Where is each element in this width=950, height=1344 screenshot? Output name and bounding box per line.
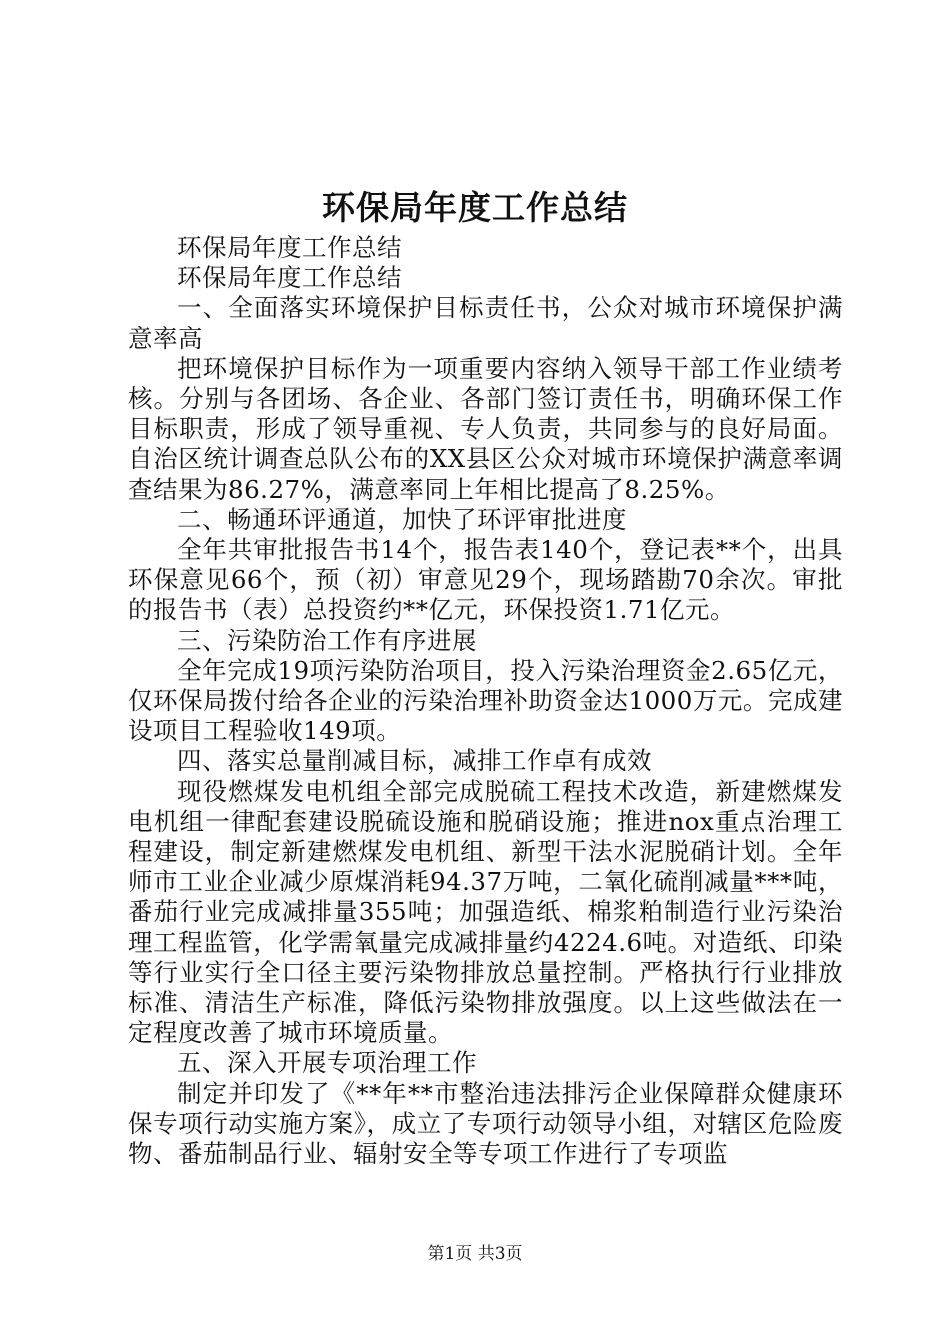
paragraph-subtitle-1: 环保局年度工作总结	[177, 233, 402, 262]
section-heading-1: 一、全面落实环境保护目标责任书，公众对城市环境保护满意率高	[128, 293, 843, 353]
section-heading-2: 二、畅通环评通道，加快了环评审批进度	[177, 504, 627, 534]
document-body	[128, 233, 843, 1169]
paragraph-subtitle-2: 环保局年度工作总结	[177, 263, 402, 293]
paragraph-section-2: 全年共审批报告书14个，报告表140个，登记表**个，出具环保意见66个，预（初）审意见29个，现场踏勘70余次。审批的报告书（表）总投资约**亿元，环保投资1.71亿元。	[128, 535, 843, 625]
section-heading-3: 三、污染防治工作有序进展	[177, 625, 477, 655]
document-title: 环保局年度工作总结	[322, 188, 628, 227]
page-number-footer: 第1页 共3页	[427, 1244, 523, 1264]
paragraph-section-4: 现役燃煤发电机组全部完成脱硫工程技术改造，新建燃煤发电机组一律配套建设脱硫设施和脱硝设施；推进nox重点治理工程建设，制定新建燃煤发电机组、新型干法水泥脱硝计划。全年师市工业企业减少原煤消耗94.37万吨，二氧化硫削减量***吨，番茄行业完成减排量355吨；加强造纸、棉浆粕制造行业污染治理工程监管，化学需氧量完成减排量约4224.6吨。对造纸、印染等行业实行全口径主要污染物排放总量控制。严格执行行业排放标准、清洁生产标准，降低污染物排放强度。以上这些做法在一定程度改善了城市环境质量。	[128, 776, 843, 1048]
paragraph-section-3: 全年完成19项污染防治项目，投入污染治理资金2.65亿元，仅环保局拨付给各企业的污染治理补助资金达1000万元。完成建设项目工程验收149项。	[128, 655, 843, 746]
paragraph-section-5: 制定并印发了《**年**市整治违法排污企业保障群众健康环保专项行动实施方案》，成立了专项行动领导小组，对辖区危险废物、番茄制品行业、辐射安全等专项工作进行了专项监	[128, 1078, 843, 1169]
paragraph-section-1: 把环境保护目标作为一项重要内容纳入领导干部工作业绩考核。分别与各团场、各企业、各部门签订责任书，明确环保工作目标职责，形成了领导重视、专人负责，共同参与的良好局面。自治区统计调查总队公布的XX县区公众对城市环境保护满意率调查结果为86.27%，满意率同上年相比提高了8.25%。	[128, 353, 843, 504]
section-heading-5: 五、深入开展专项治理工作	[177, 1048, 477, 1078]
section-heading-4: 四、落实总量削减目标，减排工作卓有成效	[177, 746, 652, 776]
